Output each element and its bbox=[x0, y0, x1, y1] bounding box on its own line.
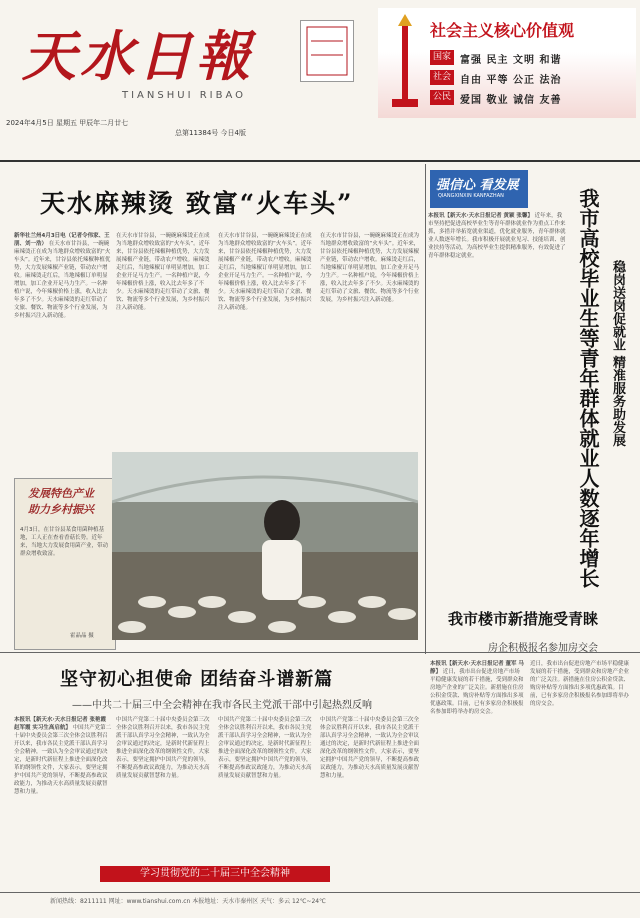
seal-icon bbox=[300, 20, 354, 82]
footer-divider bbox=[0, 892, 640, 893]
bottom-left-col-4: 中国共产党第二十届中央委员会第三次全体会议胜利召开以来，我市各民主党派干部认真学习全会精神，一致认为全会审议通过的决定，是新时代新征程上推进全面深化改革的纲领性文件，大家表示，要坚定拥护中国共产党的领导，不断提高参政议政能力，为推动天水高质量发展贡献智慧和力量。 bbox=[320, 717, 420, 779]
values-text-society: 自由 平等 公正 法治 bbox=[460, 75, 562, 86]
photo-caption-line-2: 助力乡村振兴 bbox=[28, 503, 94, 516]
feature-banner-title: 强信心 看发展 bbox=[436, 178, 519, 193]
newspaper-title: 天水日報 bbox=[22, 24, 254, 88]
lead-column-1 bbox=[14, 232, 112, 447]
photo-caption-title bbox=[28, 486, 94, 518]
lead-body-4: 在天水市甘谷县，一碗碗麻辣烫正在成为当地群众增收致富的“火车头”。近年来，甘谷县依托辣椒种植优势，大力发展辣椒产业链，带动农户增收。麻辣烫走红后，当地辣椒订单明显增加，加工企业开足马力生产。一名种植户说，今年辣椒价格上涨，收入比去年多了不少。天水麻辣烫的走红带动了文旅、餐饮、物流等多个行业发展，为乡村振兴注入新动能。 bbox=[320, 233, 420, 303]
column-divider bbox=[425, 164, 426, 654]
bottom-right-byline: 本报讯【新天水·天水日报记者 董军 马静】 bbox=[430, 661, 524, 675]
lead-column-2 bbox=[116, 232, 214, 447]
feature-body bbox=[428, 212, 566, 594]
feature-headline: 我市高校毕业生等青年群体就业人数逐年增长 bbox=[576, 188, 600, 588]
core-values-title: 社会主义核心价值观 bbox=[430, 21, 575, 40]
bottom-left-headline: 坚守初心担使命 团结奋斗谱新篇 bbox=[60, 669, 334, 690]
values-tag-society: 社会 bbox=[430, 70, 454, 85]
photo-caption-text: 4月3日，在甘谷县某食用菌种植基地，工人正在查看香菇长势。近年来，当地大力发展食用菌产业，带动群众增收致富。 bbox=[20, 527, 109, 557]
lead-byline: 新华社兰州4月3日电（记者令伟家、王朋、刘一浩） bbox=[14, 233, 110, 247]
masthead-divider bbox=[0, 160, 640, 162]
feature-body-text: 近年来，我市坚持把促进高校毕业生等青年群体就业作为重点工作来抓，多措并举拓宽就业渠道，优化就业服务，青年群体就业人数逐年增长。我市积极开展就业见习、技能培训、创业扶持等活动，为高校毕业生提供精准服务，有效促进了青年群体稳定就业。 bbox=[428, 213, 566, 259]
bottom-left-body-1: 中国共产党第二十届中央委员会第三次全体会议胜利召开以来，我市各民主党派干部认真学习全会精神，一致认为全会审议通过的决定，是新时代新征程上推进全面深化改革的纲领性文件，大家表示，要坚定拥护中国共产党的领导，不断提高参政议政能力，为推动天水高质量发展贡献智慧和力量。 bbox=[14, 725, 112, 795]
bottom-left-byline: 本报讯【新天水·天水日报记者 张艳霞 赵军霞 实习生高启航】 bbox=[14, 717, 107, 731]
issue-number: 总第11384号 今日4版 bbox=[175, 129, 246, 137]
feature-subhead: 稳岗送岗促就业 精准服务助发展 bbox=[610, 260, 625, 447]
lead-column-4 bbox=[320, 232, 420, 447]
feature-banner bbox=[430, 170, 528, 208]
study-banner: 学习贯彻党的二十届三中全会精神 bbox=[100, 866, 330, 882]
bottom-right-subhead: 房企积极报名参加房交会 bbox=[488, 643, 598, 654]
bottom-right-headline: 我市楼市新措施受青睐 bbox=[448, 610, 599, 628]
lead-column-3 bbox=[218, 232, 316, 447]
photo-caption-line-1: 发展特色产业 bbox=[28, 487, 94, 500]
values-text-citizen: 爱国 敬业 诚信 友善 bbox=[460, 95, 562, 106]
date-line: 2024年4月5日 星期五 甲辰年二月廿七 bbox=[6, 119, 129, 127]
tower-icon bbox=[388, 14, 422, 109]
feature-byline: 本报讯【新天水·天水日报记者 黄颖 张馨】 bbox=[428, 213, 533, 219]
values-tag-citizen: 公民 bbox=[430, 90, 454, 105]
lead-body-3: 在天水市甘谷县，一碗碗麻辣烫正在成为当地群众增收致富的“火车头”。近年来，甘谷县依托辣椒种植优势，大力发展辣椒产业链，带动农户增收。麻辣烫走红后，当地辣椒订单明显增加，加工企业开足马力生产。一名种植户说，今年辣椒价格上涨，收入比去年多了不少。天水麻辣烫的走红带动了文旅、餐饮、物流等多个行业发展，为乡村振兴注入新动能。 bbox=[218, 233, 312, 311]
values-text-country: 富强 民主 文明 和谐 bbox=[460, 55, 562, 66]
bottom-right-col-2: 近日，我市出台促进房地产市场平稳健康发展的若干措施，受到群众和房地产企业的广泛关注。新措施在住房公积金贷款、购房补贴等方面推出多项优惠政策。目前，已有多家房企积极报名参加即将举办的房交会。 bbox=[530, 661, 630, 707]
bottom-left-col-1 bbox=[14, 716, 112, 886]
bottom-right-col-1 bbox=[430, 660, 525, 885]
values-tag-country: 国家 bbox=[430, 50, 454, 65]
bottom-left-col-3: 中国共产党第二十届中央委员会第三次全体会议胜利召开以来，我市各民主党派干部认真学习全会精神，一致认为全会审议通过的决定，是新时代新征程上推进全面深化改革的纲领性文件，大家表示，要坚定拥护中国共产党的领导，不断提高参政议政能力，为推动天水高质量发展贡献智慧和力量。 bbox=[218, 717, 312, 779]
newspaper-subtitle: TIANSHUI RIBAO bbox=[122, 90, 246, 101]
bottom-left-col-2: 中国共产党第二十届中央委员会第三次全体会议胜利召开以来，我市各民主党派干部认真学习全会精神，一致认为全会审议通过的决定，是新时代新征程上推进全面深化改革的纲领性文件，大家表示，要坚定拥护中国共产党的领导，不断提高参政议政能力，为推动天水高质量发展贡献智慧和力量。 bbox=[116, 717, 210, 779]
lead-body-2: 在天水市甘谷县，一碗碗麻辣烫正在成为当地群众增收致富的“火车头”。近年来，甘谷县依托辣椒种植优势，大力发展辣椒产业链，带动农户增收。麻辣烫走红后，当地辣椒订单明显增加，加工企业开足马力生产。一名种植户说，今年辣椒价格上涨，收入比去年多了不少。天水麻辣烫的走红带动了文旅、餐饮、物流等多个行业发展，为乡村振兴注入新动能。 bbox=[116, 233, 210, 311]
lead-headline: 天水麻辣烫 致富“火车头” bbox=[40, 189, 354, 218]
lead-body-1: 在天水市甘谷县，一碗碗麻辣烫正在成为当地群众增收致富的“火车头”。近年来，甘谷县依托辣椒种植优势，大力发展辣椒产业链，带动农户增收。麻辣烫走红后，当地辣椒订单明显增加，加工企业开足马力生产。一名种植户说，今年辣椒价格上涨，收入比去年多了不少。天水麻辣烫的走红带动了文旅、餐饮、物流等多个行业发展，为乡村振兴注入新动能。 bbox=[14, 241, 111, 319]
feature-banner-sub: QIANGXINXIN KANFAZHAN bbox=[438, 193, 504, 199]
photo-credit: 霍晶晶 摄 bbox=[70, 633, 94, 639]
bottom-left-subhead: ——中共二十届三中全会精神在我市各民主党派干部中引起热烈反响 bbox=[72, 700, 372, 711]
footer-info: 新闻热线：8211111 网址：www.tianshui.com.cn 本报地址：天水市秦州区 天气：多云 12℃~24℃ bbox=[50, 898, 326, 905]
mushroom-farm-photo bbox=[112, 452, 418, 640]
bottom-right-body-1: 近日，我市出台促进房地产市场平稳健康发展的若干措施，受到群众和房地产企业的广泛关注。新措施在住房公积金贷款、购房补贴等方面推出多项优惠政策。目前，已有多家房企积极报名参加即将举办的房交会。 bbox=[430, 669, 524, 715]
